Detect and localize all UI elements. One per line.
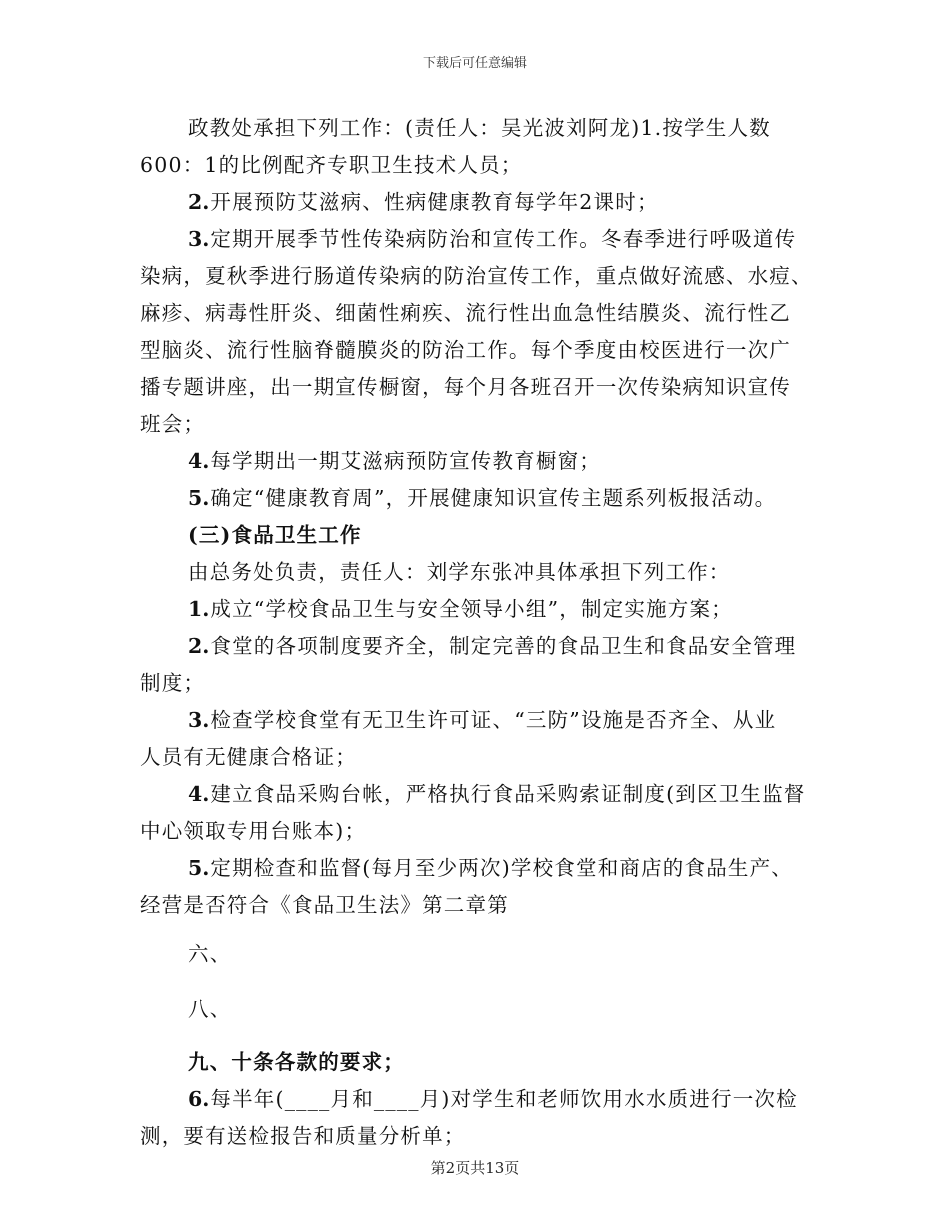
line-text: 测，要有送检报告和质量分析单； [140,1124,466,1148]
text-line [140,850,820,887]
line-text: 定期检查和监督(每月至少两次)学校食堂和商店的食品生产、 [210,856,794,880]
page-header: 下载后可任意编辑 [422,56,527,71]
line-text: 建立食品采购台帐，严格执行食品采购索证制度(到区卫生监督 [210,782,806,806]
text-line [140,1044,820,1081]
text-line [140,517,820,554]
line-text: 染病，夏秋季进行肠道传染病的防治宣传工作，重点做好流感、水痘、 [140,264,813,288]
list-number: 2. [188,634,210,658]
text-line [140,221,820,258]
text-line [140,443,820,480]
text-line [140,1081,820,1118]
text-line [140,554,820,591]
line-text: 食堂的各项制度要齐全，制定完善的食品卫生和食品安全管理 [210,634,797,658]
line-text: 制度； [140,671,206,695]
text-line [140,258,820,295]
text-line [140,813,820,850]
line-text: 确定“健康教育周”，开展健康知识宣传主题系列板报活动。 [210,486,777,510]
line-text: (三)食品卫生工作 [188,523,362,547]
text-line [140,295,820,332]
text-line [140,936,820,973]
text-line [140,184,820,221]
text-line [140,591,820,628]
line-text: 每半年(____月和____月)对学生和老师饮用水水质进行一次检 [210,1087,798,1111]
text-line [140,991,820,1028]
text-line [140,739,820,776]
list-number: 5. [188,486,210,510]
list-number: 4. [188,782,210,806]
line-text: 播专题讲座，出一期宣传橱窗，每个月各班召开一次传染病知识宣传 [140,375,791,399]
line-text: 六、 [188,942,232,966]
list-number: 3. [188,227,210,251]
list-number: 3. [188,708,210,732]
list-number: 6. [188,1087,210,1111]
text-line [140,776,820,813]
list-number: 1. [188,597,210,621]
line-text: 政教处承担下列工作：(责任人：吴光波刘阿龙)1.按学生人数 [188,116,771,140]
line-text: 600：1的比例配齐专职卫生技术人员； [140,153,523,177]
list-number: 4. [188,449,210,473]
line-text: 定期开展季节性传染病防治和宣传工作。冬春季进行呼吸道传 [210,227,797,251]
text-line [140,628,820,665]
document-body [140,110,820,1155]
text-line [140,665,820,702]
line-text: 麻疹、病毒性肝炎、细菌性痢疾、流行性出血急性结膜炎、流行性乙 [140,301,791,325]
line-text: 经营是否符合《食品卫生法》第二章第 [140,893,509,917]
text-line [140,1118,820,1155]
line-text: 中心领取专用台账本)； [140,819,367,843]
list-number: 5. [188,856,210,880]
text-line [140,110,820,147]
page-footer: 第2页共13页 [430,1159,520,1177]
line-text: 型脑炎、流行性脑脊髓膜炎的防治工作。每个季度由校医进行一次广 [140,338,791,362]
line-text: 成立“学校食品卫生与安全领导小组”，制定实施方案； [210,597,733,621]
line-text: 由总务处负责，责任人：刘学东张冲具体承担下列工作： [188,560,731,584]
list-number: 2. [188,190,210,214]
text-line [140,406,820,443]
text-line [140,702,820,739]
text-line [140,332,820,369]
line-text: 每学期出一期艾滋病预防宣传教育橱窗； [210,449,602,473]
line-text: 八、 [188,997,232,1021]
line-text: 九、十条各款的要求； [188,1050,405,1074]
line-text: 开展预防艾滋病、性病健康教育每学年2课时； [210,190,659,214]
line-text: 班会； [140,412,206,436]
text-line [140,147,820,184]
text-line [140,480,820,517]
text-line [140,887,820,924]
line-text: 人员有无健康合格证； [140,745,357,769]
text-line [140,369,820,406]
line-text: 检查学校食堂有无卫生许可证、“三防”设施是否齐全、从业 [210,708,777,732]
